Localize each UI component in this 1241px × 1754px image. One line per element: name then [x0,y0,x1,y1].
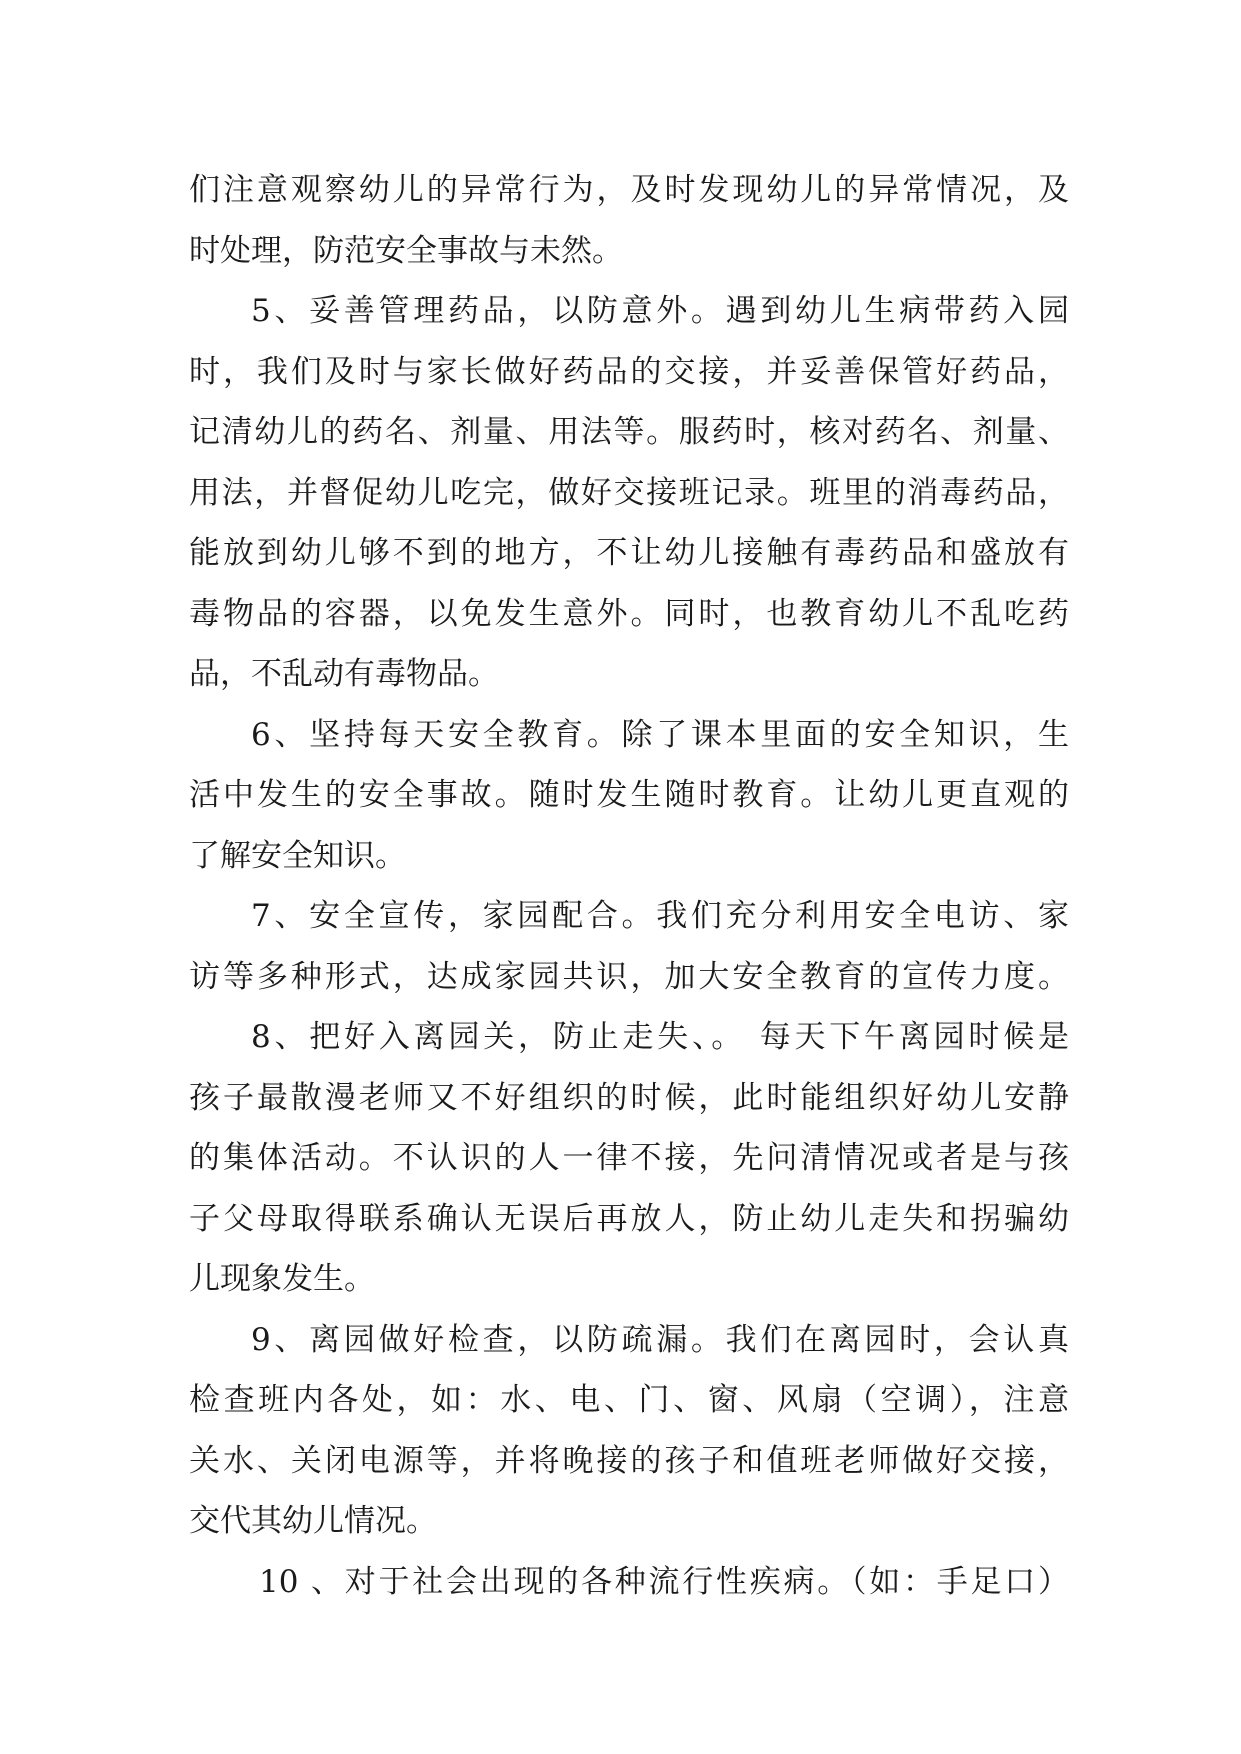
text-line: 记清幼儿的药名、剂量、用法等。服药时，核对药名、剂量、 [189,414,1069,450]
text-line: 儿现象发生。 [189,1261,375,1297]
text-line: 品，不乱动有毒物品。 [189,656,499,692]
text-line: 用法，并督促幼儿吃完，做好交接班记录。班里的消毒药品， [189,474,1069,511]
text-line: 关水、关闭电源等，并将晚接的孩子和值班老师做好交接， [189,1442,1069,1479]
text-line: 交代其幼儿情况。 [189,1503,437,1539]
text-line: 们注意观察幼儿的异常行为，及时发现幼儿的异常情况，及 [189,172,1069,208]
text-line: 了解安全知识。 [189,837,406,874]
text-line: 访等多种形式，达成家园共识，加大安全教育的宣传力度。 [189,958,1069,995]
text-line: 检查班内各处，如：水、电、门、窗、风扇（空调），注意 [189,1382,1069,1418]
text-line: 子父母取得联系确认无误后再放人，防止幼儿走失和拐骗幼 [189,1200,1069,1237]
text-line: 8、把好入离园关，防止走失、。 每天下午离园时候是 [251,1019,1069,1055]
text-line: 时，我们及时与家长做好药品的交接，并妥善保管好药品， [189,353,1069,390]
text-line: 5、妥善管理药品，以防意外。遇到幼儿生病带药入园 [251,293,1069,329]
text-line: 9、离园做好检查，以防疏漏。我们在离园时，会认真 [251,1321,1069,1358]
text-line: 6、坚持每天安全教育。除了课本里面的安全知识，生 [251,716,1069,753]
text-line: 活中发生的安全事故。随时发生随时教育。让幼儿更直观的 [189,777,1069,813]
text-line: 10 、对于社会出现的各种流行性疾病。（如：手足口） [259,1563,1069,1600]
text-line: 孩子最散漫老师又不好组织的时候，此时能组织好幼儿安静 [189,1079,1069,1116]
text-line: 7、安全宣传，家园配合。我们充分利用安全电访、家 [251,898,1069,934]
text-line: 时处理，防范安全事故与未然。 [189,232,623,269]
text-line: 能放到幼儿够不到的地方，不让幼儿接触有毒药品和盛放有 [189,535,1069,571]
text-line: 毒物品的容器，以免发生意外。同时，也教育幼儿不乱吃药 [189,595,1069,632]
body-text [189,160,1069,1612]
text-line: 的集体活动。不认识的人一律不接，先问清情况或者是与孩 [189,1140,1069,1176]
